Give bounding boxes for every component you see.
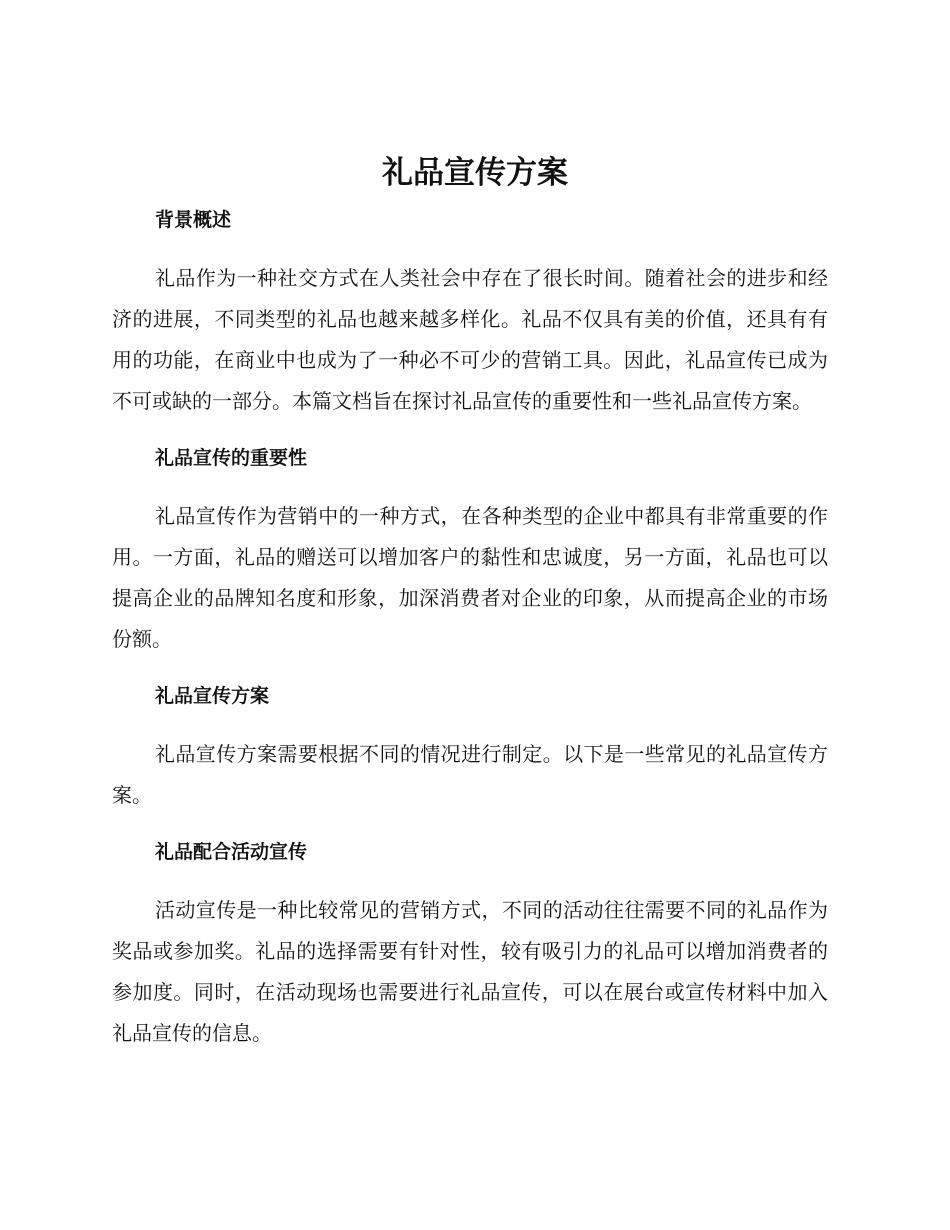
document-body xyxy=(112,204,828,1054)
section-heading-importance: 礼品宣传的重要性 xyxy=(155,447,308,469)
section-heading-plan: 礼品宣传方案 xyxy=(155,685,270,707)
section-paragraph-importance: 礼品宣传作为营销中的一种方式，在各种类型的企业中都具有非常重要的作用。一方面，礼品的赠送可以增加客户的黏性和忠诚度，另一方面，礼品也可以提高企业的品牌知名度和形象，加深消费者对企业的印象，从而提高企业的市场份额。 xyxy=(112,504,828,651)
section-heading-event-promotion: 礼品配合活动宣传 xyxy=(155,841,308,863)
section-paragraph-background: 礼品作为一种社交方式在人类社会中存在了很长时间。随着社会的进步和经济的进展，不同类型的礼品也越来越多样化。礼品不仅具有美的价值，还具有有用的功能，在商业中也成为了一种必不可少的营销工具。因此，礼品宣传已成为不可或缺的一部分。本篇文档旨在探讨礼品宣传的重要性和一些礼品宣传方案。 xyxy=(112,266,828,413)
document-title: 礼品宣传方案 xyxy=(382,155,568,191)
section-paragraph-plan: 礼品宣传方案需要根据不同的情况进行制定。以下是一些常见的礼品宣传方案。 xyxy=(112,742,828,807)
section-heading-background: 背景概述 xyxy=(155,209,232,231)
section-paragraph-event-promotion: 活动宣传是一种比较常见的营销方式，不同的活动往往需要不同的礼品作为奖品或参加奖。礼品的选择需要有针对性，较有吸引力的礼品可以增加消费者的参加度。同时，在活动现场也需要进行礼品宣传，可以在展台或宣传材料中加入礼品宣传的信息。 xyxy=(112,898,828,1045)
